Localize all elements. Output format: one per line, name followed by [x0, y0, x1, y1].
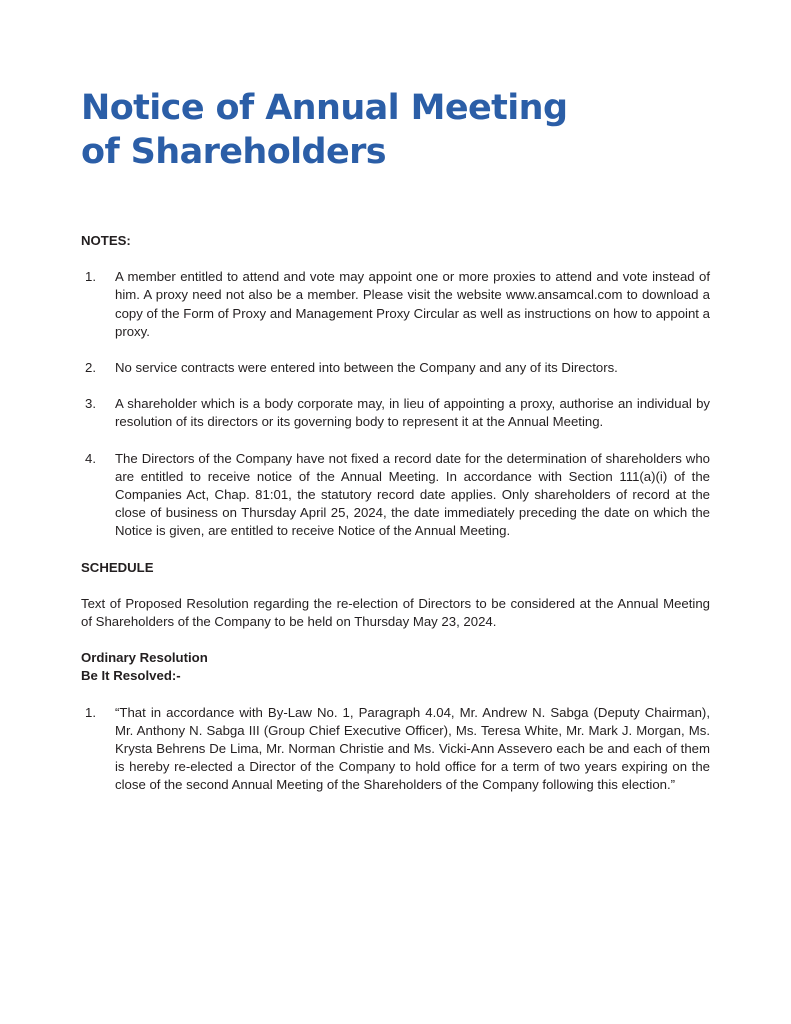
- notes-list: [81, 268, 710, 540]
- note-item: [81, 450, 710, 541]
- page-title-line-1: Notice of Annual Meeting: [81, 88, 568, 128]
- note-item: [81, 395, 710, 431]
- document-body: [81, 232, 710, 813]
- schedule-heading: SCHEDULE: [81, 559, 154, 575]
- schedule-text: Text of Proposed Resolution regarding the re-election of Directors to be considered at the Annual Meeting of Shareholders of the Company to be held on Thursday May 23, 2024.: [81, 595, 710, 630]
- page-title: [81, 86, 567, 174]
- note-number: 2.: [85, 360, 96, 376]
- note-text: A member entitled to attend and vote may appoint one or more proxies to attend and vote instead of him. A proxy need not also be a member. Please visit the website www.ansamcal.com to download a copy of the Form of Proxy and Management Proxy Circular as well as instructions on how to appoint a proxy.: [115, 269, 710, 339]
- resolution-subheading: Be It Resolved:-: [81, 668, 181, 684]
- note-item: [81, 268, 710, 341]
- note-number: 1.: [85, 269, 96, 285]
- resolution-number: 1.: [85, 704, 96, 720]
- notes-heading: NOTES:: [81, 233, 131, 248]
- note-text: No service contracts were entered into between the Company and any of its Directors.: [115, 360, 618, 376]
- resolution-heading: Ordinary Resolution: [81, 650, 208, 666]
- page-title-line-2: of Shareholders: [81, 132, 387, 172]
- resolution-text: “That in accordance with By-Law No. 1, Paragraph 4.04, Mr. Andrew N. Sabga (Deputy Chairman), Mr. Anthony N. Sabga III (Group Chief Executive Officer), Ms. Teresa White, Mr. Mark J. Morgan, Ms. Krysta Behrens De Lima, Mr. Norman Christie and Ms. Vicki-Ann Assevero each be and each of them is hereby re-elected a Director of the Company to hold office for a term of two years expiring on the close of the second Annual Meeting of the Shareholders of the Company following this election.”: [115, 704, 710, 793]
- resolution-item: [81, 704, 710, 795]
- note-text: The Directors of the Company have not fixed a record date for the determination of shareholders who are entitled to receive notice of the Annual Meeting. In accordance with Section 111(a)(i) of the Companies Act, Chap. 81:01, the statutory record date applies. Only shareholders of record at the close of business on Thursday April 25, 2024, the date immediately preceding the date on which the Notice is given, are entitled to receive Notice of the Annual Meeting.: [115, 450, 710, 539]
- note-text: A shareholder which is a body corporate may, in lieu of appointing a proxy, authorise an individual by resolution of its directors or its governing body to represent it at the Annual Meeting.: [115, 396, 710, 430]
- note-number: 3.: [85, 396, 96, 412]
- resolution-heading-block: [81, 649, 710, 685]
- resolution-list: [81, 704, 710, 795]
- note-item: [81, 359, 710, 377]
- note-number: 4.: [85, 450, 96, 466]
